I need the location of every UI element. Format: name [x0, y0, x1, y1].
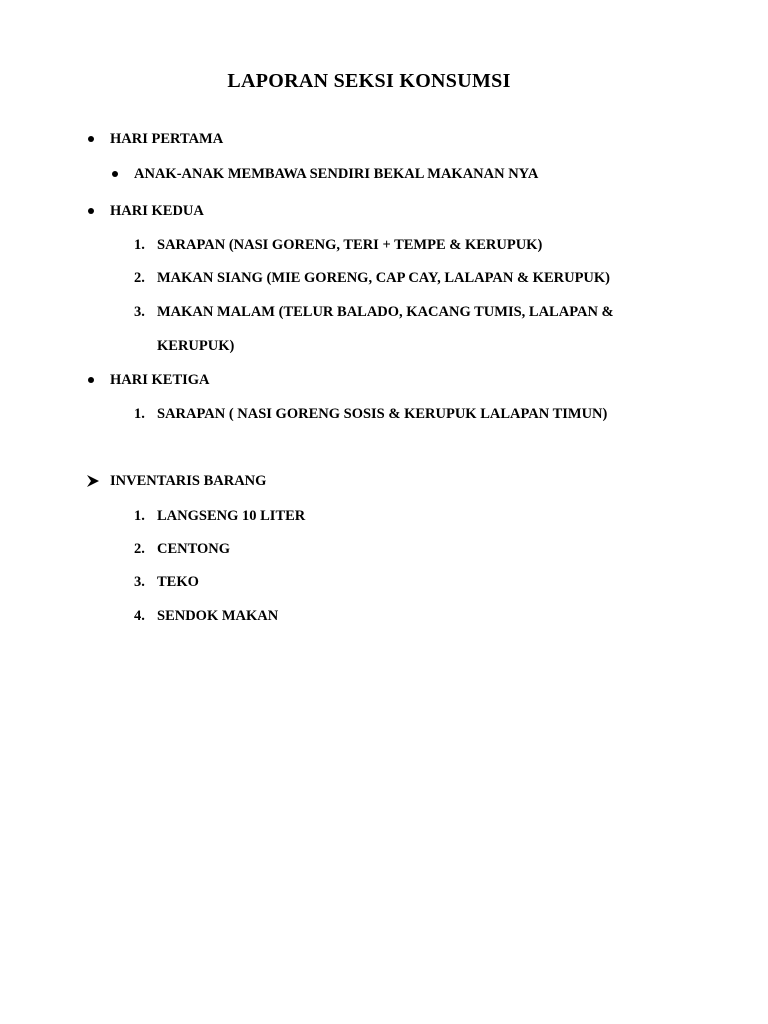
arrowhead-bullet-icon: [86, 474, 100, 488]
list-item: SARAPAN ( NASI GORENG SOSIS & KERUPUK LALAPAN TIMUN): [157, 406, 608, 422]
list-number: 1.: [134, 406, 145, 422]
bullet-dot-icon: [88, 208, 94, 214]
list-number: 3.: [134, 304, 145, 320]
list-item: MAKAN SIANG (MIE GORENG, CAP CAY, LALAPAN & KERUPUK): [157, 270, 611, 286]
list-item-continuation: KERUPUK): [157, 338, 235, 354]
list-number: 4.: [134, 608, 145, 624]
section-heading-hari-pertama: HARI PERTAMA: [110, 131, 224, 147]
page-title: LAPORAN SEKSI KONSUMSI: [227, 70, 511, 92]
list-item: ANAK-ANAK MEMBAWA SENDIRI BEKAL MAKANAN NYA: [134, 166, 539, 182]
sub-bullet-dot-icon: [112, 171, 118, 177]
list-item: SARAPAN (NASI GORENG, TERI + TEMPE & KERUPUK): [157, 237, 543, 253]
inventory-item: SENDOK MAKAN: [157, 608, 279, 624]
inventory-heading: INVENTARIS BARANG: [110, 473, 267, 489]
inventory-item: CENTONG: [157, 541, 231, 557]
bullet-dot-icon: [88, 377, 94, 383]
list-number: 2.: [134, 270, 145, 286]
list-number: 1.: [134, 508, 145, 524]
list-item: MAKAN MALAM (TELUR BALADO, KACANG TUMIS, LALAPAN &: [157, 304, 614, 320]
list-number: 1.: [134, 237, 145, 253]
list-number: 3.: [134, 574, 145, 590]
inventory-item: TEKO: [157, 574, 199, 590]
inventory-item: LANGSENG 10 LITER: [157, 508, 306, 524]
bullet-dot-icon: [88, 136, 94, 142]
list-number: 2.: [134, 541, 145, 557]
section-heading-hari-kedua: HARI KEDUA: [110, 203, 204, 219]
section-heading-hari-ketiga: HARI KETIGA: [110, 372, 210, 388]
